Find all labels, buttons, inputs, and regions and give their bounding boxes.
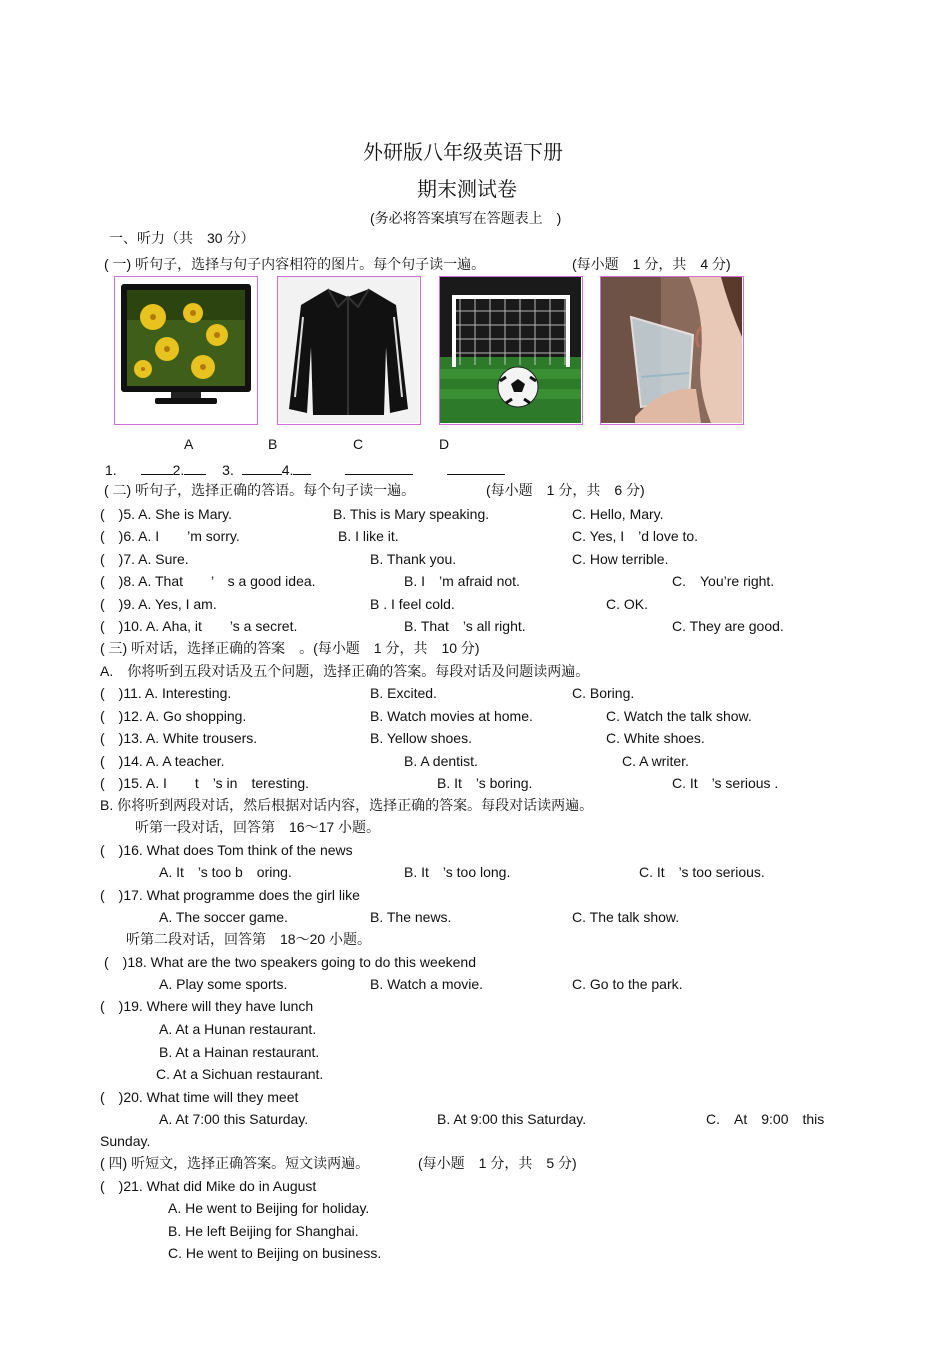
q15: ( )15. A. I t ’s in teresting. bbox=[100, 775, 310, 791]
q15-option-b: B. It ’s boring. bbox=[437, 775, 533, 791]
q13-option-b: B. Yellow shoes. bbox=[370, 730, 472, 746]
q14-option-c: C. A writer. bbox=[622, 753, 689, 769]
answer-number-1: 1. bbox=[105, 462, 117, 478]
answer-number-3: 3. bbox=[222, 462, 234, 478]
q8: ( )8. A. That ’ s a good idea. bbox=[100, 573, 316, 589]
part2-score: (每小题 1 分，共 6 分) bbox=[486, 482, 645, 498]
q11-option-c: C. Boring. bbox=[572, 685, 635, 701]
answer-line bbox=[105, 460, 505, 479]
q16-option-b: B. It ’s too long. bbox=[404, 864, 511, 880]
answer-blank-5[interactable] bbox=[345, 460, 413, 475]
q20-option-c: C. At 9:00 this bbox=[706, 1111, 825, 1127]
q16-option-a: A. It ’s too b oring. bbox=[159, 864, 292, 880]
q19-option-b: B. At a Hainan restaurant. bbox=[159, 1044, 320, 1060]
q13-option-c: C. White shoes. bbox=[606, 730, 705, 746]
q18: ( )18. What are the two speakers going to do this weekend bbox=[104, 954, 476, 970]
dialog1-heading: 听第一段对话，回答第 16～17 小题。 bbox=[135, 819, 381, 835]
picture-d bbox=[600, 276, 744, 425]
answer-blank-4[interactable] bbox=[293, 460, 311, 475]
q12: ( )12. A. Go shopping. bbox=[100, 708, 247, 724]
q6-option-c: C. Yes, I ’d love to. bbox=[572, 528, 699, 544]
q20-option-a: A. At 7:00 this Saturday. bbox=[159, 1111, 309, 1127]
q9-option-c: C. OK. bbox=[606, 596, 649, 612]
q17-option-b: B. The news. bbox=[370, 909, 452, 925]
soccer-goal-ball-icon bbox=[440, 277, 581, 423]
q8-option-b: B. I ’m afraid not. bbox=[404, 573, 520, 589]
q10-option-b: B. That ’s all right. bbox=[404, 618, 526, 634]
q11-option-b: B. Excited. bbox=[370, 685, 437, 701]
dialog2-heading: 听第二段对话，回答第 18～20 小题。 bbox=[126, 931, 372, 947]
q18-option-b: B. Watch a movie. bbox=[370, 976, 484, 992]
exam-title: 外研版八年级英语下册 bbox=[363, 140, 563, 164]
q20: ( )20. What time will they meet bbox=[100, 1089, 299, 1105]
q12-option-c: C. Watch the talk show. bbox=[606, 708, 752, 724]
q19: ( )19. Where will they have lunch bbox=[100, 998, 314, 1014]
q7-option-b: B. Thank you. bbox=[370, 551, 457, 567]
q16: ( )16. What does Tom think of the news bbox=[100, 842, 353, 858]
part3-b-instruction: B. 你将听到两段对话，然后根据对话内容，选择正确的答案。每段对话读两遍。 bbox=[100, 797, 594, 813]
q14: ( )14. A. A teacher. bbox=[100, 753, 225, 769]
picture-label-c: C bbox=[353, 436, 364, 452]
q7: ( )7. A. Sure. bbox=[100, 551, 189, 567]
q21-option-a: A. He went to Beijing for holiday. bbox=[168, 1200, 370, 1216]
q7-option-c: C. How terrible. bbox=[572, 551, 669, 567]
q12-option-b: B. Watch movies at home. bbox=[370, 708, 533, 724]
answer-blank-6[interactable] bbox=[447, 460, 505, 475]
q19-option-a: A. At a Hunan restaurant. bbox=[159, 1021, 317, 1037]
part3-instruction: ( 三) 听对话，选择正确的答案 。(每小题 1 分，共 10 分) bbox=[100, 640, 480, 656]
exam-note: (务必将答案填写在答题表上 ) bbox=[370, 210, 562, 226]
q21-option-b: B. He left Beijing for Shanghai. bbox=[168, 1223, 359, 1239]
q20-option-c-continued: Sunday. bbox=[100, 1133, 151, 1149]
q14-option-b: B. A dentist. bbox=[404, 753, 478, 769]
q5: ( )5. A. She is Mary. bbox=[100, 506, 232, 522]
answer-number-2: 2. bbox=[172, 462, 185, 478]
q6: ( )6. A. I ’m sorry. bbox=[100, 528, 240, 544]
q5-option-b: B. This is Mary speaking. bbox=[333, 506, 490, 522]
q17: ( )17. What programme does the girl like bbox=[100, 887, 360, 903]
q10-option-c: C. They are good. bbox=[672, 618, 784, 634]
picture-a bbox=[114, 276, 258, 425]
picture-label-a: A bbox=[184, 436, 194, 452]
q18-option-c: C. Go to the park. bbox=[572, 976, 683, 992]
q19-option-c: C. At a Sichuan restaurant. bbox=[156, 1066, 324, 1082]
section-listening-heading: 一、听力（共 30 分） bbox=[109, 230, 255, 246]
q20-option-b: B. At 9:00 this Saturday. bbox=[437, 1111, 587, 1127]
part2-instruction: ( 二) 听句子，选择正确的答语。每个句子读一遍。 bbox=[104, 482, 416, 498]
q16-option-c: C. It ’s too serious. bbox=[639, 864, 765, 880]
picture-label-b: B bbox=[268, 436, 278, 452]
woman-drinking-water-icon bbox=[601, 277, 742, 423]
picture-label-d: D bbox=[439, 436, 450, 452]
q21-option-c: C. He went to Beijing on business. bbox=[168, 1245, 382, 1261]
part4-score: (每小题 1 分，共 5 分) bbox=[418, 1155, 577, 1171]
q8-option-c: C. You’re right. bbox=[672, 573, 775, 589]
q9: ( )9. A. Yes, I am. bbox=[100, 596, 217, 612]
q11: ( )11. A. Interesting. bbox=[100, 685, 232, 701]
q17-option-a: A. The soccer game. bbox=[159, 909, 288, 925]
q10: ( )10. A. Aha, it ’s a secret. bbox=[100, 618, 298, 634]
exam-subtitle: 期末测试卷 bbox=[417, 177, 517, 201]
q17-option-c: C. The talk show. bbox=[572, 909, 680, 925]
q15-option-c: C. It ’s serious . bbox=[672, 775, 779, 791]
q5-option-c: C. Hello, Mary. bbox=[572, 506, 664, 522]
answer-blank-2[interactable] bbox=[184, 460, 206, 475]
q18-option-a: A. Play some sports. bbox=[159, 976, 288, 992]
answer-blank-1[interactable] bbox=[141, 460, 173, 475]
part1-score: (每小题 1 分，共 4 分) bbox=[572, 256, 731, 272]
part4-instruction: ( 四) 听短文，选择正确答案。短文读两遍。 bbox=[100, 1155, 370, 1171]
picture-b bbox=[277, 276, 421, 425]
part3-a-instruction: A. 你将听到五段对话及五个问题，选择正确的答案。每段对话及问题读两遍。 bbox=[100, 663, 590, 679]
answer-number-4: 4. bbox=[281, 462, 294, 478]
picture-c bbox=[439, 276, 583, 425]
q13: ( )13. A. White trousers. bbox=[100, 730, 258, 746]
q21: ( )21. What did Mike do in August bbox=[100, 1178, 317, 1194]
black-jacket-icon bbox=[278, 277, 419, 423]
part1-instruction: ( 一) 听句子，选择与句子内容相符的图片。每个句子读一遍。 bbox=[104, 256, 486, 272]
answer-blank-3[interactable] bbox=[242, 460, 282, 475]
q9-option-b: B . I feel cold. bbox=[370, 596, 455, 612]
tv-flowers-icon bbox=[115, 277, 256, 423]
q6-option-b: B. I like it. bbox=[338, 528, 399, 544]
